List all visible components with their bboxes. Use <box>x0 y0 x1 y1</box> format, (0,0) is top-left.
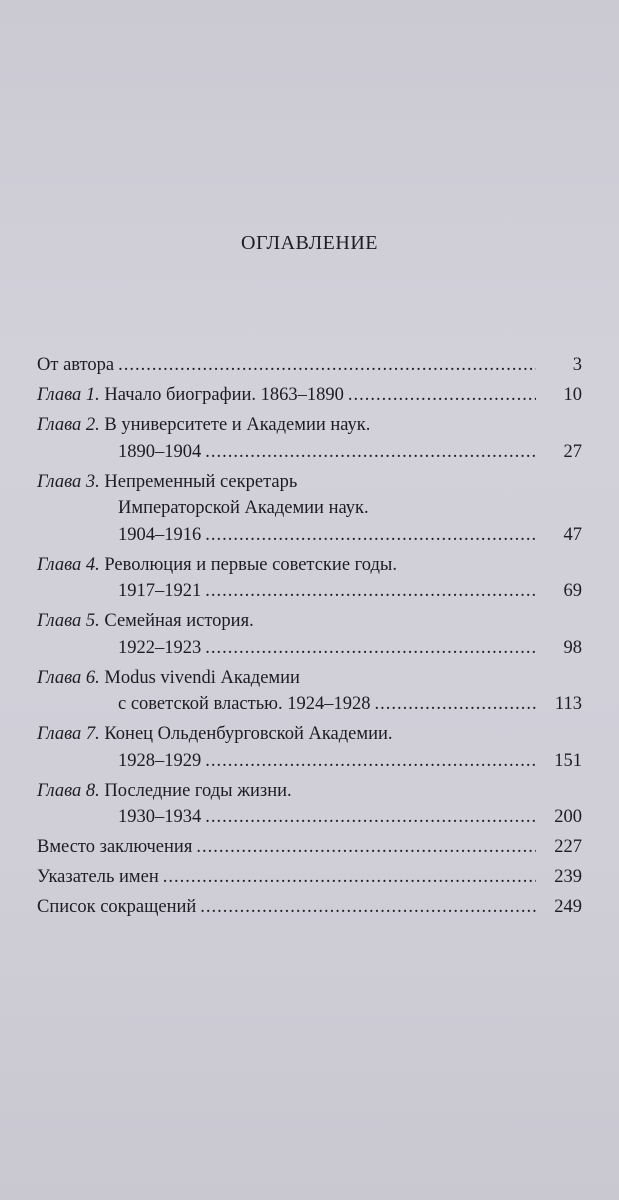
page-number: 249 <box>554 897 582 917</box>
toc-entry-text: Начало биографии. 1863–1890 <box>104 385 344 405</box>
toc-entry <box>37 469 582 549</box>
chapter-prefix: Глава 8. <box>37 780 100 801</box>
toc-entry-line <box>37 469 582 496</box>
toc-entry-line <box>37 382 582 409</box>
dot-leader <box>118 352 536 379</box>
toc-entry-label <box>37 608 254 635</box>
chapter-prefix: Глава 4. <box>37 554 100 575</box>
toc-entry-line <box>37 352 582 379</box>
toc-entry-text: Конец Ольденбурговской Академии. <box>104 724 393 744</box>
toc-entry <box>37 412 582 465</box>
toc-entry-line <box>37 522 582 549</box>
toc-entry-text: Modus vivendi Академии <box>104 667 300 688</box>
page-title: ОГЛАВЛЕНИЕ <box>241 232 378 254</box>
toc-entry-text: 1922–1923 <box>118 637 202 658</box>
toc-entry-label <box>37 352 114 379</box>
toc-entry <box>37 834 582 861</box>
chapter-prefix: Глава 7. <box>37 724 100 744</box>
page-number: 69 <box>563 581 582 601</box>
page-number: 239 <box>554 867 582 887</box>
dot-leader <box>205 522 536 549</box>
page-number: 27 <box>563 441 582 462</box>
toc-entry-label <box>118 635 201 662</box>
toc-entry-line <box>37 495 582 522</box>
toc-entry-line <box>37 635 582 662</box>
toc-entry-line <box>37 894 582 921</box>
dot-leader <box>374 691 536 718</box>
chapter-prefix: Глава 1. <box>37 385 100 405</box>
toc-entry-label <box>118 439 201 466</box>
dot-leader <box>205 578 536 605</box>
page-number: 200 <box>554 807 582 827</box>
toc-entry-line <box>37 864 582 891</box>
toc-entry-text: Непременный секретарь <box>104 471 298 492</box>
toc-entry-text: В университете и Академии наук. <box>104 415 371 435</box>
toc-entry-line <box>37 608 582 635</box>
toc-entry-label <box>37 721 393 748</box>
toc-entry-label <box>37 894 196 921</box>
toc-entry-label <box>118 522 201 549</box>
toc-entry-text: Вместо заключения <box>37 837 193 857</box>
toc-entry-label <box>37 778 292 805</box>
toc-entry-text: 1928–1929 <box>118 750 202 771</box>
toc-entry-label <box>118 748 201 775</box>
page-number: 3 <box>572 355 582 375</box>
toc-entry <box>37 864 582 891</box>
toc-entry-label <box>37 412 370 439</box>
toc-entry-line <box>37 665 582 692</box>
toc-entry <box>37 608 582 661</box>
toc-entry-text: Императорской Академии наук. <box>118 498 369 518</box>
toc-entry-line <box>37 691 582 718</box>
toc-entry <box>37 352 582 379</box>
toc-entry-text: 1930–1934 <box>118 807 202 827</box>
page-number: 227 <box>554 837 582 857</box>
toc-entry-text: 1904–1916 <box>118 524 202 545</box>
toc-entry-line <box>37 804 582 831</box>
dot-leader <box>205 635 536 662</box>
toc-entry <box>37 894 582 921</box>
toc-entry-label <box>37 665 300 692</box>
dot-leader <box>196 834 536 861</box>
page-number: 47 <box>563 524 582 545</box>
page-number: 98 <box>563 637 582 658</box>
page-number: 10 <box>563 385 582 405</box>
toc-entry-line <box>37 552 582 579</box>
toc-entry-line <box>37 778 582 805</box>
toc-entry-label <box>37 864 159 891</box>
toc-entry-text: Последние годы жизни. <box>104 780 292 801</box>
toc-entry-text: Указатель имен <box>37 867 159 887</box>
dot-leader <box>348 382 536 409</box>
toc-entry-text: Список сокращений <box>37 897 197 917</box>
toc-entry <box>37 382 582 409</box>
toc-entry <box>37 721 582 774</box>
chapter-prefix: Глава 3. <box>37 471 100 492</box>
toc-entry-text: Семейная история. <box>104 611 254 631</box>
dot-leader <box>205 748 536 775</box>
toc-entry-text: 1917–1921 <box>118 581 202 601</box>
toc-entry-label <box>118 578 201 605</box>
toc-entry-label <box>118 804 201 831</box>
toc-entry-line <box>37 748 582 775</box>
toc-entry-line <box>37 721 582 748</box>
chapter-prefix: Глава 2. <box>37 415 100 435</box>
toc-entry <box>37 552 582 605</box>
toc-entry-line <box>37 439 582 466</box>
toc-entry <box>37 778 582 831</box>
toc-entry-text: с советской властью. 1924–1928 <box>118 694 371 714</box>
toc-entry-label <box>37 552 397 579</box>
toc-entry-label <box>118 691 370 718</box>
toc-entry-label <box>37 382 344 409</box>
chapter-prefix: Глава 5. <box>37 611 100 631</box>
toc-entry-line <box>37 834 582 861</box>
toc-entry-line <box>37 412 582 439</box>
dot-leader <box>200 894 536 921</box>
toc-entry-text: 1890–1904 <box>118 441 202 462</box>
toc-entry-line <box>37 578 582 605</box>
page-number: 151 <box>554 750 582 771</box>
toc-entry <box>37 665 582 718</box>
toc-entry-text: Революция и первые советские годы. <box>104 554 397 575</box>
page-number: 113 <box>554 694 582 714</box>
toc-entry-label <box>37 469 297 496</box>
dot-leader <box>205 804 536 831</box>
dot-leader <box>205 439 536 466</box>
toc-entry-label <box>118 495 369 522</box>
toc-entry-label <box>37 834 192 861</box>
chapter-prefix: Глава 6. <box>37 667 100 688</box>
table-of-contents <box>37 352 582 924</box>
toc-entry-text: От автора <box>37 355 115 375</box>
dot-leader <box>163 864 536 891</box>
